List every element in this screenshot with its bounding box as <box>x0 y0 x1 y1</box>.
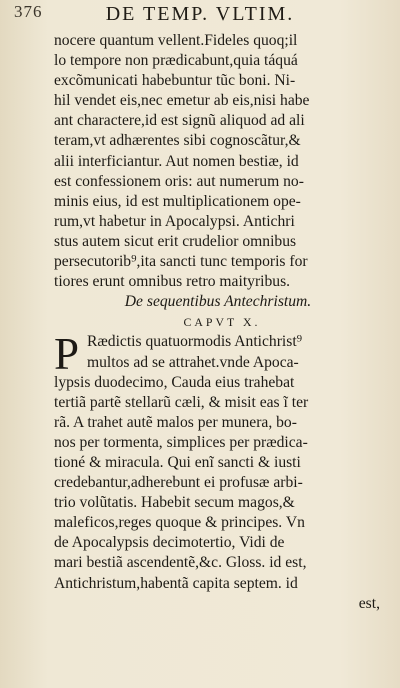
text-line: ant charactere,id est signũ aliquod ad ali <box>54 112 305 130</box>
text-line: tioné & miracula. Qui enĩ sancti & iusti <box>54 453 301 471</box>
text-line: Rædictis quatuormodis Antichrist⁹ <box>87 333 303 351</box>
text-line: est confessionem oris: aut numerum no- <box>54 172 304 190</box>
text-line: maleficos,reges quoque & principes. Vn <box>54 514 305 532</box>
page-number: 376 <box>14 2 43 21</box>
text-line: hil vendet eis,nec emetur ab eis,nisi habe <box>54 92 310 110</box>
running-head: DE TEMP. VLTIM. <box>105 3 295 25</box>
text-line: lo tempore non prædicabunt,quia táquá <box>54 52 298 70</box>
text-line: rum,vt habetur in Apocalypsi. Antichri <box>54 212 295 230</box>
text-line: teram,vt adhærentes sibi cognoscãtur,& <box>54 132 301 150</box>
text-line: lypsis duodecimo, Cauda eius trahebat <box>54 373 295 391</box>
text-line: mari bestiã ascendentẽ,&c. Gloss. id est, <box>54 554 307 572</box>
text-line: tiores erunt omnibus retro maityribus. <box>54 273 291 291</box>
text-line: stus autem sicut erit crudelior omnibus <box>54 232 297 250</box>
text-line: rã. A trahet autẽ malos per munera, bo- <box>54 413 297 431</box>
text-line: tertiã partẽ stellarũ cæli, & misit eas ĩ ter <box>54 393 309 411</box>
drop-cap: P <box>54 329 80 380</box>
paragraph <box>54 329 390 593</box>
text-line: de Apocalypsis decimotertio, Vidi de <box>54 534 285 552</box>
text-block <box>54 31 390 614</box>
text-line: multos ad se attrahet.vnde Apoca- <box>87 353 299 371</box>
text-line: alii interficiantur. Aut nomen bestiæ, id <box>54 152 299 170</box>
text-line: nocere quantum vellent.Fideles quoq;il <box>54 32 298 49</box>
text-line: nos per tormenta, simplices per prædica- <box>54 433 308 451</box>
text-line: persecutorib⁹,ita sancti tunc temporis for <box>54 253 308 271</box>
text-line: minis eius, id est multiplicationem ope- <box>54 192 301 210</box>
text-line: Antichristum,habentã capita septem. id <box>54 574 298 592</box>
text-line: credebantur,adherebunt ei profusæ arbi- <box>54 474 303 492</box>
text-line: trio volũtatis. Habebit secum magos,& <box>54 494 295 512</box>
text-line: excõmunicati habebuntur tũc boni. Ni- <box>54 72 296 90</box>
chapter-label: CAPVT X. <box>183 315 261 330</box>
section-heading: De sequentibus Antechristum. <box>124 293 312 311</box>
catchword: est, <box>358 594 380 612</box>
